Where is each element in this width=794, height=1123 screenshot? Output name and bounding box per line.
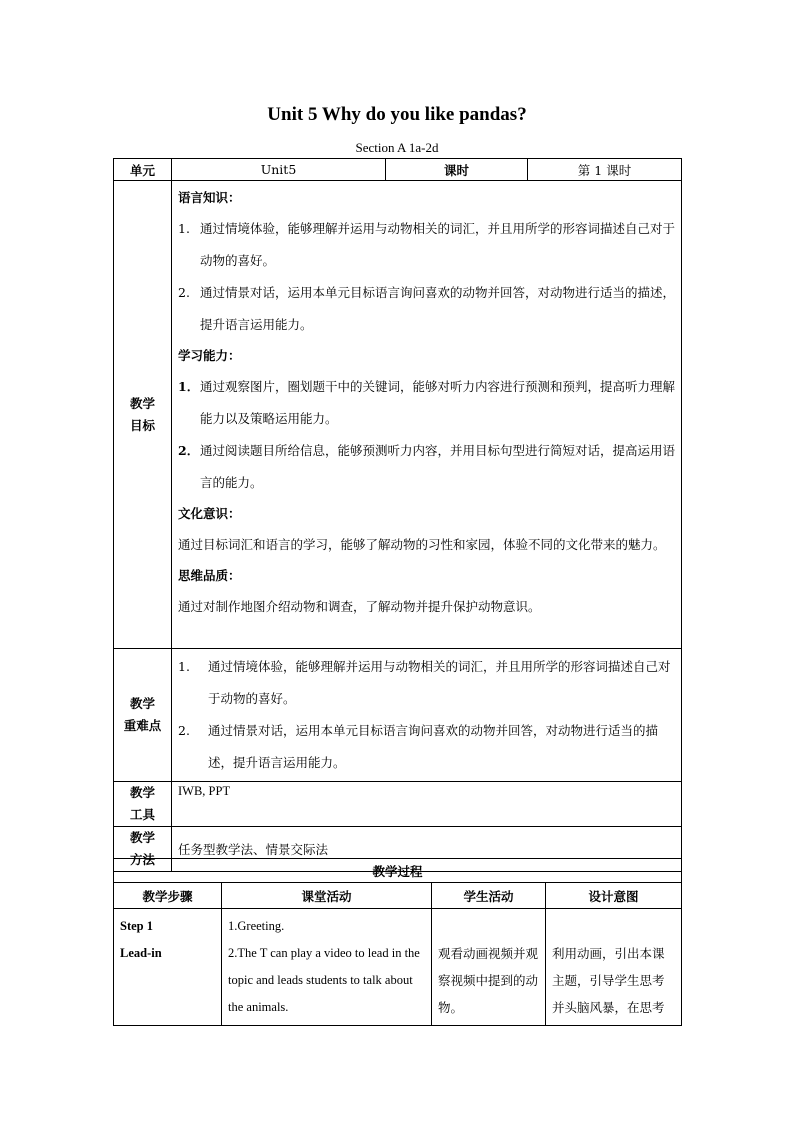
culture-text: 通过目标词汇和语言的学习，能够了解动物的习性和家园，体验不同的文化带来的魅力。 <box>178 537 666 552</box>
column-header: 教学步骤 <box>114 883 222 909</box>
step-name: Lead-in <box>120 946 162 960</box>
unit-value: Unit5 <box>172 159 386 181</box>
ability-title: 学习能力： <box>178 348 241 363</box>
page-subtitle: Section A 1a-2d <box>355 140 439 155</box>
table-row <box>114 909 682 1026</box>
list-item: 2． 通过阅读题目所给信息，能够预测听力内容，并用目标句型进行简短对话，提高运用语言的能力。 <box>178 443 676 490</box>
tools-label <box>114 782 172 827</box>
objectives-label-text: 教学 目标 <box>129 395 155 433</box>
activity-line: 1.Greeting. <box>228 919 285 933</box>
list-item: 2. 通过情景对话，运用本单元目标语言询问喜欢的动物并回答，对动物进行适当的描述，提升语言运用能力。 <box>178 285 676 332</box>
column-header: 设计意图 <box>546 883 682 909</box>
step-number: Step 1 <box>120 919 153 933</box>
objectives-content <box>172 181 682 649</box>
page-title: Unit 5 Why do you like pandas? <box>267 104 527 125</box>
key-points-content <box>172 649 682 782</box>
lesson-info-table <box>113 158 682 872</box>
thinking-title: 思维品质： <box>178 568 241 583</box>
objectives-label <box>114 181 172 649</box>
culture-title: 文化意识： <box>178 506 241 521</box>
unit-label: 单元 <box>114 159 172 181</box>
process-table <box>113 858 682 1026</box>
period-value: 第 1 课时 <box>528 159 682 181</box>
column-header: 学生活动 <box>432 883 546 909</box>
design-intent-cell: 利用动画，引出本课主题，引导学生思考并头脑风暴，在思考 <box>546 909 682 1026</box>
list-item: 1. 通过情境体验，能够理解并运用与动物相关的词汇，并且用所学的形容词描述自己对于动物的喜好。 <box>178 221 676 268</box>
list-item: 1． 通过观察图片，圈划题干中的关键词，能够对听力内容进行预测和预判，提高听力理解能力以及策略运用能力。 <box>178 379 676 426</box>
student-activity-cell: 观看动画视频并观察视频中提到的动物。 <box>432 909 546 1026</box>
methods-value: 任务型教学法、情景交际法 <box>172 827 682 872</box>
tools-value: IWB, PPT <box>172 782 682 827</box>
list-item: 2. 通过情景对话，运用本单元目标语言询问喜欢的动物并回答，对动物进行适当的描述，提升语言运用能力。 <box>178 723 659 770</box>
process-title: 教学过程 <box>114 859 682 883</box>
key-points-label <box>114 649 172 782</box>
list-item: 1. 通过情境体验，能够理解并运用与动物相关的词汇，并且用所学的形容词描述自己对于动物的喜好。 <box>178 659 671 706</box>
tools-label-text: 教学 工具 <box>129 785 155 822</box>
activity-line: 2.The T can play a video to lead in the topic and leads students to talk about the animals. <box>228 946 420 1014</box>
thinking-text: 通过对制作地图介绍动物和调查，了解动物并提升保护动物意识。 <box>178 599 541 614</box>
step-cell <box>114 909 222 1026</box>
column-header: 课堂活动 <box>222 883 432 909</box>
language-title: 语言知识： <box>178 190 241 205</box>
period-label: 课时 <box>386 159 528 181</box>
key-points-label-text: 教学 重难点 <box>123 696 162 733</box>
activity-cell <box>222 909 432 1026</box>
methods-label-text: 教学 方法 <box>129 830 155 867</box>
